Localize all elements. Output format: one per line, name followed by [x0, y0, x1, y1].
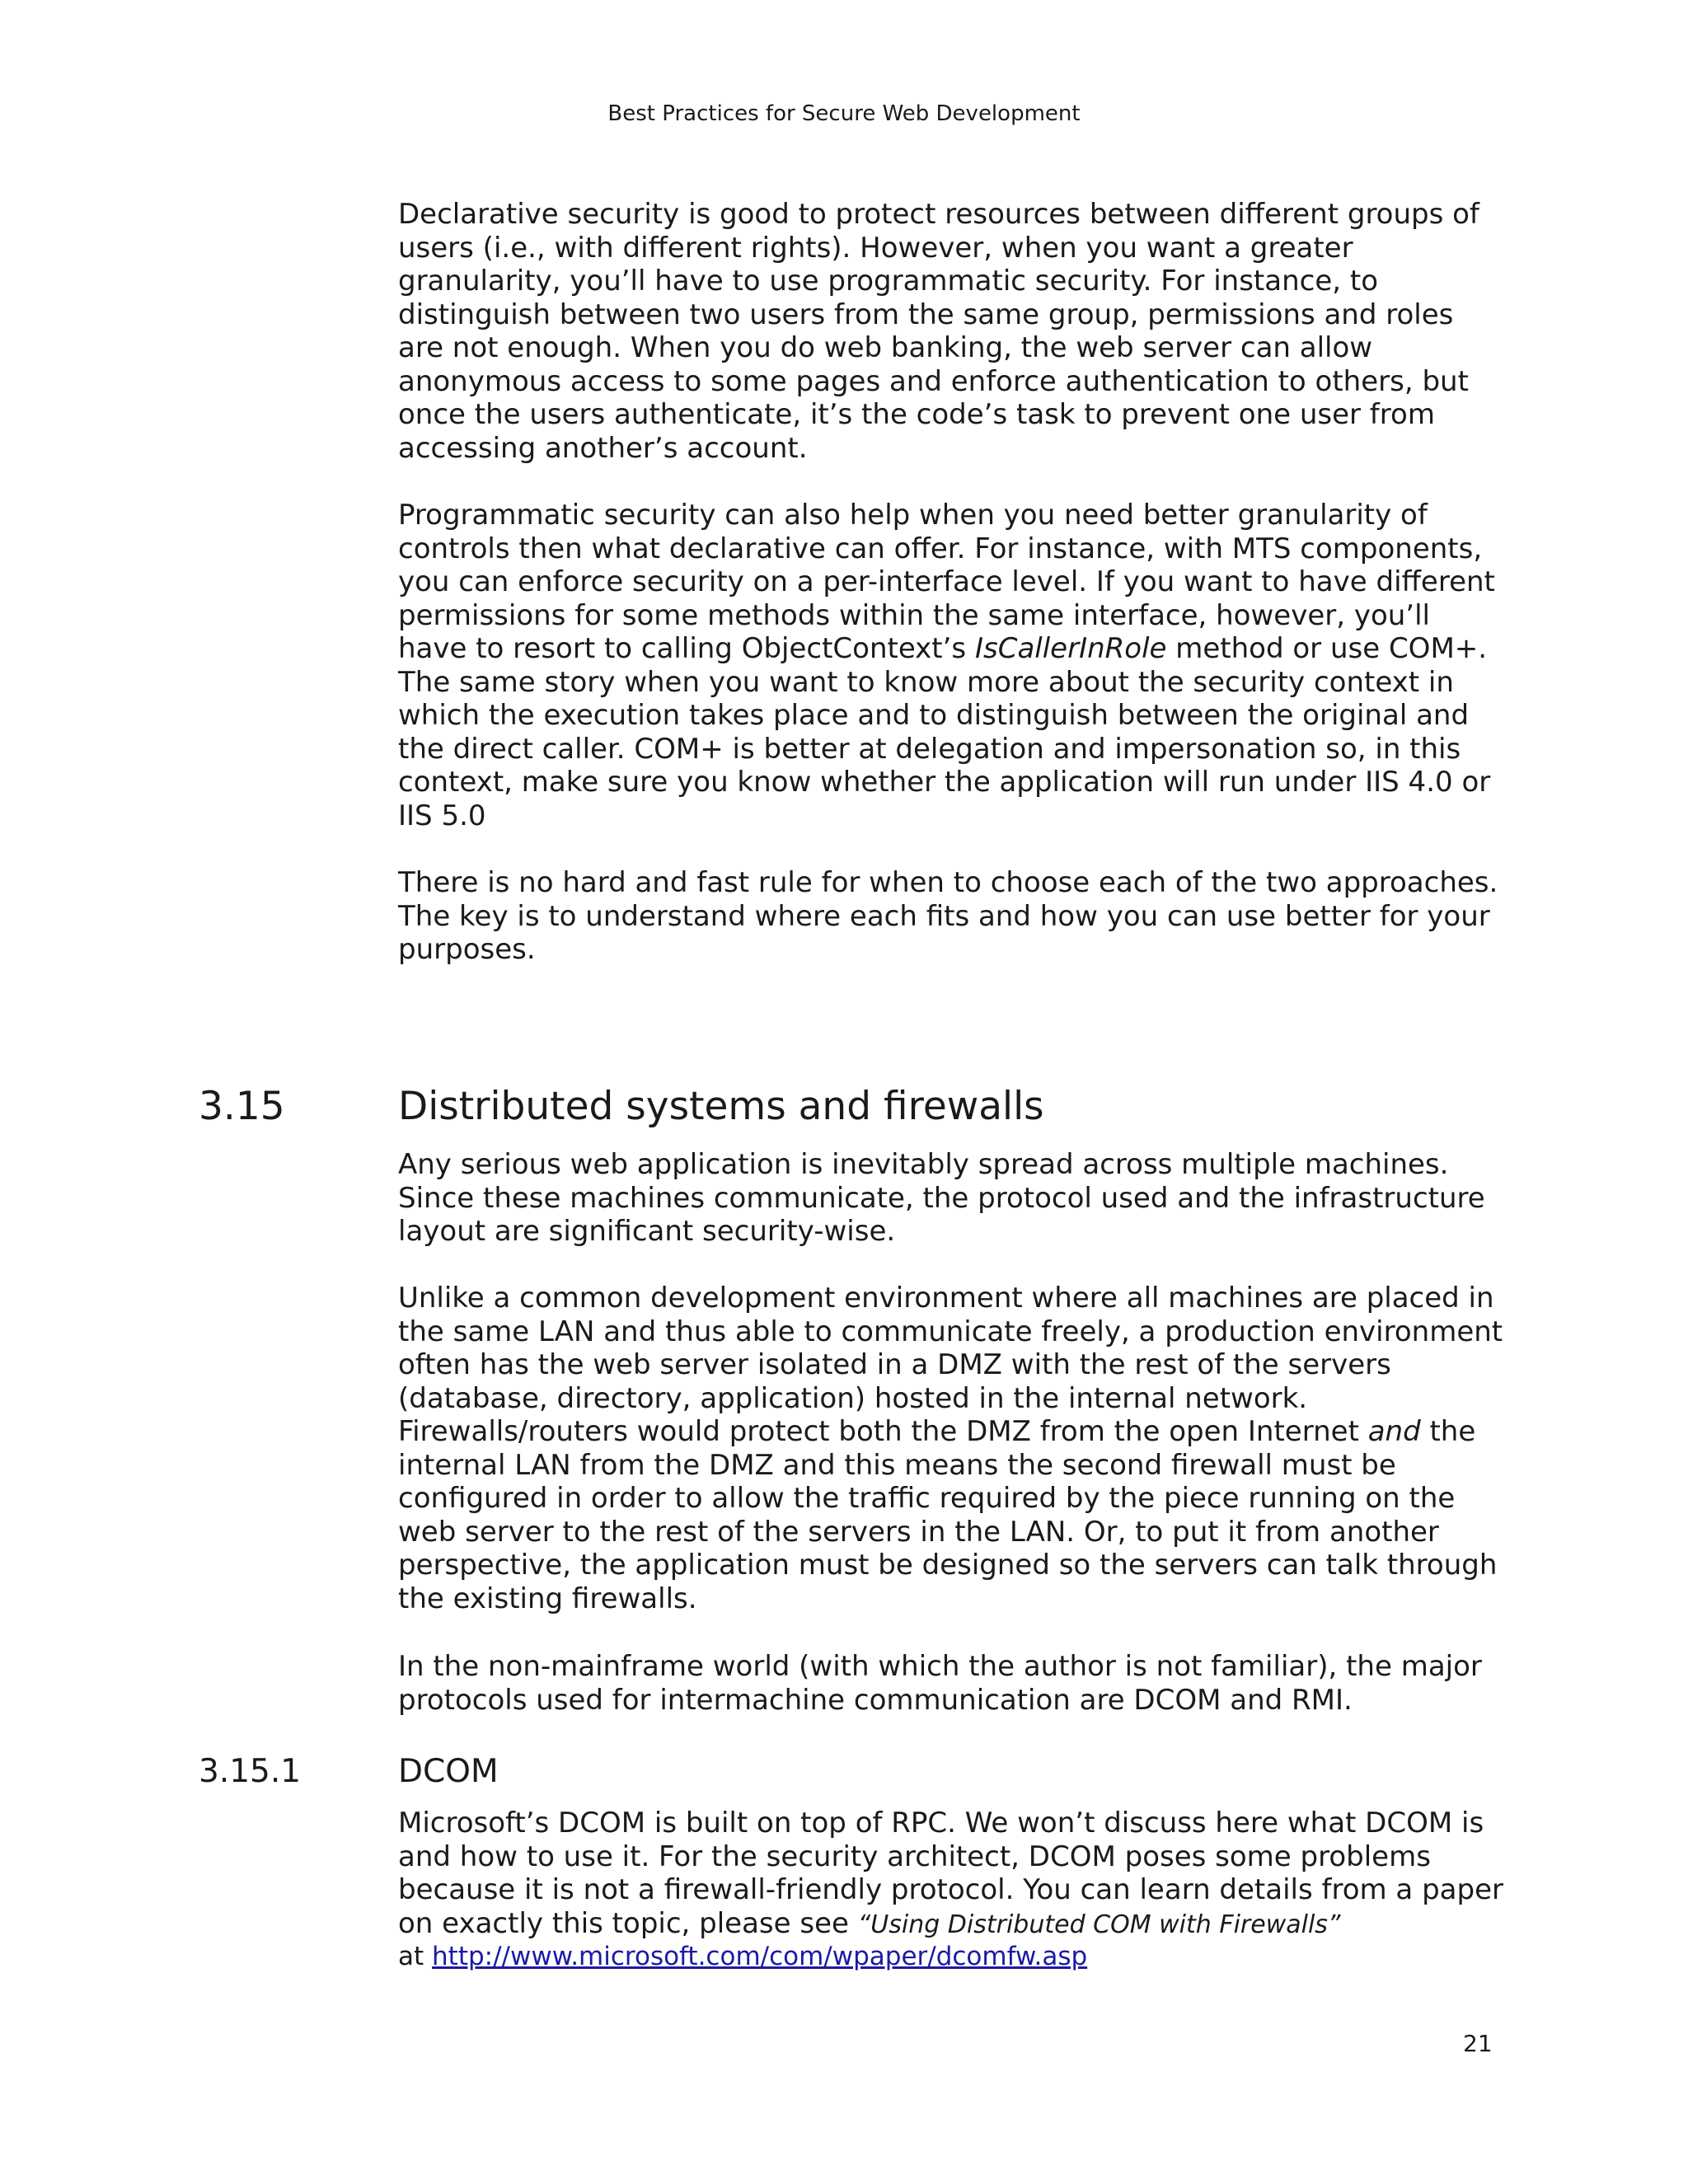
- citation-link-line: [398, 1942, 1507, 1971]
- section-3-15-p2-before: Unlike a common development environment where all machines are placed in the same LAN and thus able to communicate freely, a production environment often has the web server isolated in a DMZ with the rest of the servers (database, directory, application) hosted in the internal network. Firewalls/routers would protect both the DMZ from the open Internet: [398, 1282, 1503, 1448]
- section-number-3-15-1: 3.15.1: [199, 1753, 302, 1790]
- section-3-15-paragraph-3-text: In the non-mainframe world (with which the author is not familiar), the major protocols used for intermachine communication are DCOM and RMI.: [398, 1650, 1482, 1717]
- section-3-15-p2-after: the internal LAN from the DMZ and this means the second firewall must be configured in order to allow the traffic required by the piece running on the web server to the rest of the servers in the LAN. Or, to put it from another perspective, the application must be designed so the servers can talk through the existing firewalls.: [398, 1415, 1498, 1615]
- citation-at-label: at: [398, 1942, 433, 1971]
- section-3-15-paragraph-2-text: [398, 1282, 1507, 1615]
- citation-quote-open: “: [857, 1910, 871, 1939]
- citation-title: Using Distributed COM with Firewalls: [870, 1910, 1328, 1939]
- intro-p2-before: Programmatic security can also help when you need better granularity of controls then what declarative can offer. For instance, with MTS components, you can enforce security on a per-interface level. If you want to have different permissions for some methods within the same interface, however, you’ll have to resort to calling ObjectContext’s: [398, 499, 1495, 665]
- dcomfw-link[interactable]: http://www.microsoft.com/com/wpaper/dcomfw.asp: [432, 1942, 1088, 1971]
- intro-paragraph-1-text: Declarative security is good to protect resources between different groups of users (i.e., with different rights). However, when you want a greater granularity, you’ll have to use programmatic security. For instance, to distinguish between two users from the same group, permissions and roles are not enough. When you do web banking, the web server can allow anonymous access to some pages and enforce authentication to others, but once the users authenticate, it’s the code’s task to prevent one user from accessing another’s account.: [398, 198, 1479, 465]
- intro-paragraph-2-text: [398, 499, 1507, 832]
- intro-p2-italic: IsCallerInRole: [974, 632, 1167, 665]
- intro-paragraph-3-text: There is no hard and fast rule for when to choose each of the two approaches. The key is to understand where each fits and how you can use better for your purposes.: [398, 866, 1498, 966]
- section-3-15-p2-italic: and: [1367, 1415, 1421, 1448]
- section-3-15-paragraph-2: [398, 1282, 1507, 1615]
- intro-paragraph-3: [398, 866, 1507, 967]
- section-3-15-paragraph-1: [398, 1148, 1507, 1249]
- section-number-3-15: 3.15: [199, 1084, 285, 1129]
- citation-quote-close: ”: [1327, 1910, 1341, 1939]
- section-3-15-1-paragraph-1: [398, 1807, 1507, 1971]
- section-title-3-15-1: DCOM: [398, 1753, 499, 1790]
- section-3-15-paragraph-1-text: Any serious web application is inevitably spread across multiple machines. Since these machines communicate, the protocol used and the infrastructure layout are significant security-wise.: [398, 1148, 1485, 1248]
- section-3-15-1-paragraph-1-text: [398, 1807, 1507, 1942]
- section-title-3-15: Distributed systems and firewalls: [398, 1084, 1044, 1129]
- intro-paragraph-2: [398, 499, 1507, 832]
- intro-p2-after: method or use COM+. The same story when you want to know more about the security context in which the execution takes place and to distinguish between the original and the direct caller. COM+ is better at delegation and impersonation so, in this context, make sure you know whether the application will run under IIS 4.0 or IIS 5.0: [398, 632, 1491, 832]
- page-number: 21: [1463, 2030, 1493, 2057]
- section-3-15-paragraph-3: [398, 1650, 1507, 1717]
- running-header: Best Practices for Secure Web Development: [607, 101, 1081, 126]
- section-3-15-1-p1-before: Microsoft’s DCOM is built on top of RPC. We won’t discuss here what DCOM is and how to use it. For the security architect, DCOM poses some problems because it is not a firewall-friendly protocol. You can learn details from a paper on exactly this topic, please see: [398, 1807, 1503, 1940]
- intro-paragraph-1: [398, 198, 1507, 465]
